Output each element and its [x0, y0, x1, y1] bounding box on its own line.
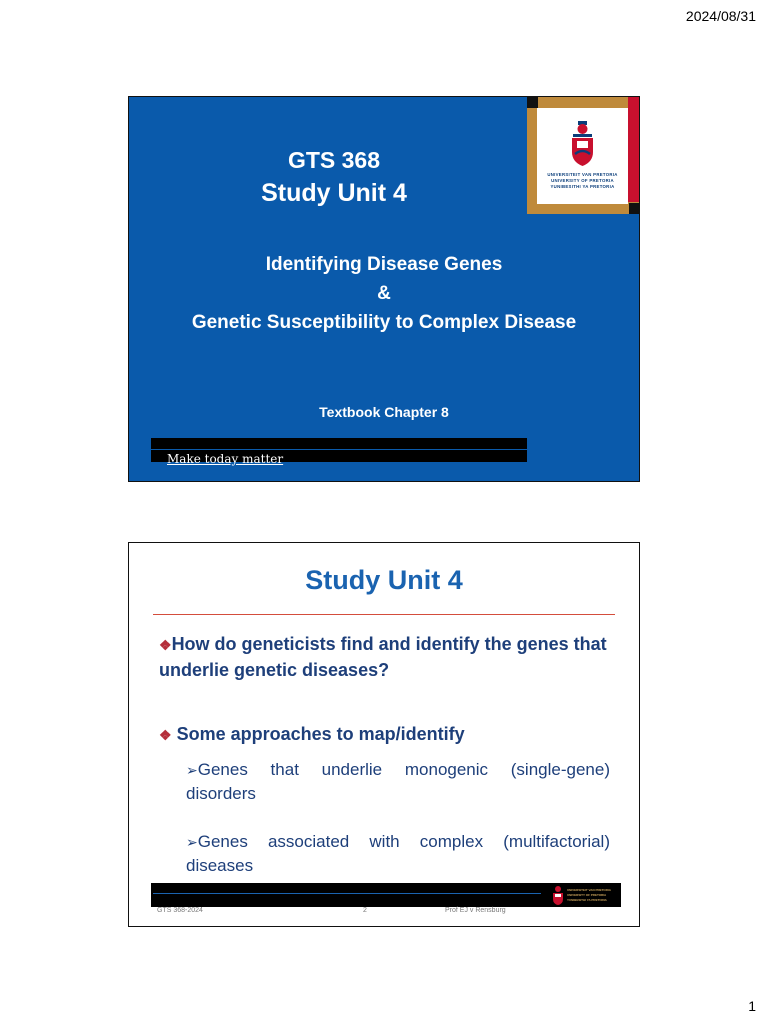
subtitle-line-2: & — [377, 283, 391, 304]
mini-university-logo — [549, 883, 621, 907]
diamond-bullet-icon: ❖ — [159, 637, 172, 653]
bullet-item-1 — [159, 632, 611, 683]
footer-slide-number: 2 — [363, 907, 367, 914]
slide-title: Study Unit 4 — [305, 565, 463, 595]
logo-corner-bottom-right — [629, 203, 640, 214]
mini-crest-icon — [551, 884, 565, 906]
university-logo — [527, 97, 640, 214]
sub-bullet-text-1: Genes that underlie monogenic (single-gene) disorders — [186, 760, 610, 803]
sub-bullet-2 — [186, 830, 610, 878]
footer-author: Prof EJ v Rensburg — [445, 907, 506, 914]
logo-text-sepedi: YUNIBESITHI YA PRETORIA — [550, 184, 615, 189]
logo-text-english: UNIVERSITY OF PRETORIA — [551, 178, 614, 183]
title-divider — [153, 614, 615, 615]
diamond-bullet-icon: ❖ — [159, 727, 172, 743]
bullet-item-2 — [159, 722, 611, 748]
tagline: Make today matter — [167, 452, 284, 466]
content-slide — [128, 542, 640, 927]
university-crest-icon — [569, 118, 596, 168]
footer-bar-top — [151, 438, 527, 449]
subtitle-line-1: Identifying Disease Genes — [265, 254, 503, 275]
mini-logo-text-1: UNIVERSITEIT VAN PRETORIA — [567, 888, 611, 892]
footer-course: GTS 368-2024 — [157, 907, 203, 914]
logo-corner-top-left — [527, 97, 538, 108]
arrow-bullet-icon: ➢ — [186, 762, 198, 778]
page-date: 2024/08/31 — [685, 8, 756, 24]
page-number: 1 — [748, 998, 756, 1014]
subtitle-line-3: Genetic Susceptibility to Complex Disease — [191, 312, 577, 333]
study-unit-title: Study Unit 4 — [261, 179, 407, 207]
logo-red-stripe — [628, 97, 640, 202]
footer-bar — [151, 883, 621, 907]
logo-text-afrikaans: UNIVERSITEIT VAN PRETORIA — [547, 172, 618, 177]
course-code: GTS 368 — [287, 147, 381, 173]
sub-bullet-text-2: Genes associated with complex (multifactorial) diseases — [186, 832, 610, 875]
arrow-bullet-icon: ➢ — [186, 834, 198, 850]
mini-logo-text-3: YUNIBESITHI YA PRETORIA — [567, 898, 607, 902]
mini-logo-text-2: UNIVERSITY OF PRETORIA — [567, 893, 607, 897]
footer-bar-line — [153, 893, 541, 894]
bullet-text-1: How do geneticists find and identify the genes that underlie genetic diseases? — [159, 634, 607, 680]
logo-panel — [537, 108, 628, 204]
sub-bullet-1 — [186, 758, 610, 806]
title-slide — [128, 96, 640, 482]
bullet-text-2: Some approaches to map/identify — [176, 724, 465, 744]
textbook-chapter: Textbook Chapter 8 — [319, 404, 449, 420]
